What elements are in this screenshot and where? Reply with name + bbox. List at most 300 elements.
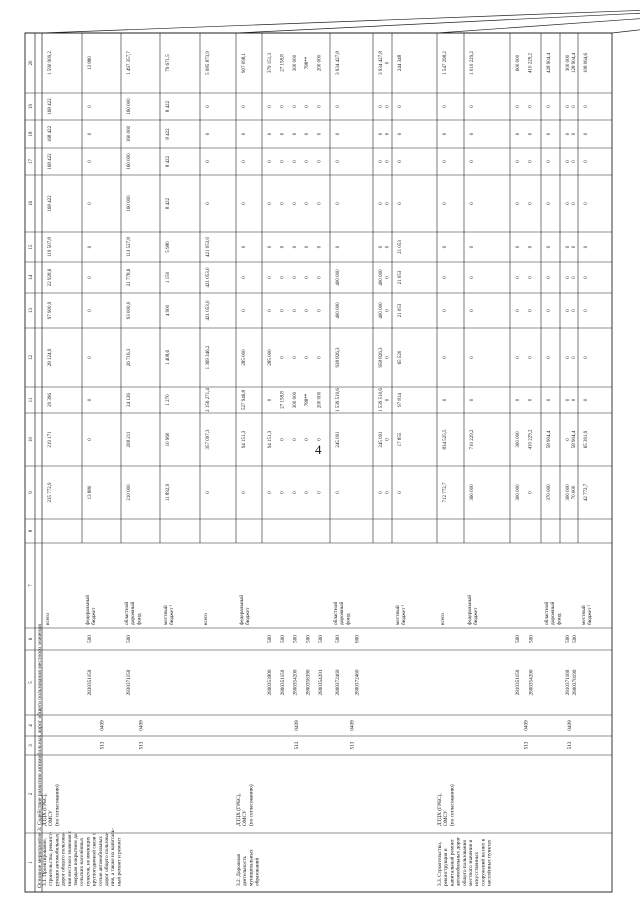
funding-source: федеральный	[467, 594, 473, 625]
budget-value: 0	[516, 160, 521, 163]
expense-type-code: 500	[318, 635, 325, 643]
funding-source: федеральный	[239, 594, 245, 625]
budget-value: 0	[528, 245, 534, 249]
column-number-label: 6	[29, 637, 34, 641]
budget-value: 0	[280, 160, 286, 163]
budget-value: 527 946,8	[242, 390, 247, 410]
budget-value: 0	[528, 105, 534, 108]
budget-value: 0	[317, 309, 323, 312]
budget-value: 24 126	[127, 393, 132, 407]
budget-value: 0	[305, 438, 311, 441]
budget-value: 0	[336, 491, 341, 494]
funding-source: дорожный	[339, 601, 346, 625]
budget-value: 0	[547, 356, 552, 359]
budget-value: 27 158,8	[280, 54, 286, 72]
activity-name-line: реконструкция и	[443, 848, 450, 886]
budget-value: 0	[305, 202, 311, 205]
executor-line: (по согласованию)	[54, 784, 61, 826]
budget-value: 0	[572, 132, 577, 136]
budget-value: 0	[470, 245, 475, 249]
activity-name-line: твердым покрытием до	[73, 833, 79, 886]
budget-value: 0	[305, 491, 311, 494]
target-article-code: 2800354201	[318, 669, 325, 696]
activity-name-line: ния, а также их капиталь-	[110, 828, 117, 886]
budget-value: 0	[280, 276, 286, 279]
budget-value: 0	[385, 245, 391, 249]
budget-value: 58 904,4	[572, 430, 577, 449]
budget-value: 0	[516, 309, 521, 312]
funding-source: всего	[45, 613, 51, 625]
budget-value: 0	[268, 491, 273, 494]
budget-value: 0	[206, 132, 211, 136]
budget-value: 160 000	[127, 153, 132, 170]
funding-source: фонд	[556, 613, 563, 625]
funding-source: местный	[581, 605, 587, 625]
expense-type-code: 500	[292, 635, 299, 643]
budget-value: 0	[528, 132, 534, 136]
table-rule	[236, 1, 640, 33]
budget-value: 0	[385, 105, 391, 108]
expense-type-code: 500	[87, 635, 93, 643]
budget-value: 0	[305, 105, 311, 108]
budget-value: 0	[528, 398, 534, 402]
activity-name-line: ния местного значения с	[66, 830, 73, 886]
budget-value: 0	[379, 202, 384, 205]
funding-source: местный	[163, 605, 169, 625]
grbs-code: 513	[294, 741, 300, 750]
funding-source: областной	[544, 601, 550, 625]
column-number-label: 18	[29, 131, 34, 137]
budget-value: 0	[242, 132, 247, 136]
executor-line: ДТДХ (ГРБС),	[42, 793, 48, 826]
budget-value: 0	[572, 160, 577, 163]
budget-value: 1 539 510,6	[379, 388, 384, 412]
budget-value: 0	[443, 160, 448, 163]
budget-value: 300 000	[566, 484, 571, 501]
funding-source: бюджет ¹	[401, 604, 408, 625]
budget-value: 710 229,2	[470, 429, 475, 450]
budget-value: 168 422	[48, 125, 53, 143]
column-number-label: 2	[29, 792, 34, 796]
section-title: Основное мероприятие 3: Содействие развитию автомобильных дорог общего пользования местного значения	[37, 624, 43, 888]
budget-value: 65 391,9	[584, 430, 589, 449]
budget-value: 0	[572, 356, 577, 359]
budget-value: 26 716,3	[127, 348, 132, 367]
budget-value: 210 000	[127, 484, 132, 501]
budget-value: 0	[206, 105, 211, 108]
column-number-label: 7	[29, 584, 34, 587]
budget-value: 0	[88, 202, 93, 205]
funding-source: всего	[203, 613, 209, 625]
budget-value: 0	[242, 202, 247, 205]
budget-value: 0	[566, 398, 571, 402]
budget-value: 0	[584, 276, 589, 279]
section-code: 0409	[523, 720, 530, 731]
expense-type-code: 500	[515, 635, 521, 643]
budget-value: 0	[547, 202, 552, 205]
budget-value: 0	[280, 438, 286, 441]
budget-value: 0	[268, 309, 273, 312]
column-number-label: 5	[29, 681, 34, 684]
budget-value: 0	[385, 132, 391, 136]
column-number-label: 20	[29, 60, 34, 66]
budget-value: 400 000	[379, 269, 384, 286]
budget-value: 834 525,5	[443, 429, 448, 450]
budget-value: 0	[572, 202, 577, 205]
executor-line: ОМСУ	[242, 810, 249, 826]
budget-value: 245 091	[336, 431, 341, 448]
activity-name-line: местного значения и	[468, 839, 474, 886]
budget-value: 0	[317, 160, 323, 163]
budget-value: 0	[292, 491, 298, 494]
budget-value: 0	[317, 132, 323, 136]
budget-value: 10 960	[166, 432, 171, 447]
activity-name-line: образований	[254, 857, 261, 886]
budget-value: 113 527,8	[127, 237, 132, 257]
activity-name-line: дорог общего пользова-	[60, 832, 67, 886]
budget-value: 208 211	[127, 431, 132, 448]
budget-value: 0	[385, 160, 391, 163]
budget-value: 5 085 873,9	[206, 51, 211, 75]
budget-value: 97 814	[398, 393, 403, 407]
budget-value: 0	[572, 398, 577, 402]
budget-value: 119 507,8	[48, 237, 53, 257]
activity-name-line: сооружений на них в	[480, 838, 487, 886]
budget-value: 300 000	[516, 431, 521, 448]
budget-value: 0	[88, 132, 93, 136]
budget-value: 0	[385, 202, 391, 205]
budget-value: 1 150	[166, 271, 171, 284]
target-article-code: 2800354200	[528, 669, 535, 696]
budget-value: 428 904,4	[547, 53, 552, 73]
activity-name-line: 3.2. Дорожная	[236, 854, 242, 886]
budget-value: 0	[547, 398, 552, 402]
budget-value: 0	[385, 356, 391, 359]
activity-name-line: муниципальных	[248, 849, 255, 886]
funding-source: областной	[333, 601, 339, 625]
budget-value: 0	[516, 202, 521, 205]
budget-value: 0	[566, 132, 571, 136]
column-number-label: 1	[29, 861, 34, 864]
budget-value: 0	[516, 105, 521, 108]
column-number-label: 14	[29, 275, 34, 280]
expense-type-code: 800	[354, 635, 361, 643]
budget-value: 108 064,6	[584, 53, 589, 73]
budget-value: 0	[443, 276, 448, 279]
budget-value: 21 053	[398, 270, 403, 285]
budget-value: 21 778,6	[127, 268, 132, 287]
budget-value: 938 826,3	[336, 347, 341, 368]
budget-value: 0	[443, 245, 448, 249]
budget-value: 0	[280, 491, 286, 494]
target-article-code: 2810351150	[515, 669, 521, 696]
budget-value: 0	[88, 105, 93, 108]
budget-value: 0	[292, 245, 298, 249]
budget-value: 0	[280, 105, 286, 108]
budget-value: 0	[305, 309, 311, 312]
budget-value: 0	[88, 356, 93, 359]
budget-value: 0	[317, 356, 323, 359]
column-number-label: 17	[29, 159, 34, 164]
budget-value: 8 422	[166, 155, 171, 168]
budget-value: 0	[88, 276, 93, 279]
grbs-code: 513	[138, 741, 145, 750]
budget-value: 0	[443, 398, 448, 402]
budget-value: 70 000	[572, 485, 577, 500]
grbs-code: 513	[99, 741, 106, 750]
budget-value: 0	[385, 438, 391, 441]
grbs-code: 513	[523, 741, 530, 750]
activity-name-line: искусственных	[474, 851, 481, 886]
budget-value: 421 053,0	[206, 267, 211, 288]
budget-value: 0	[305, 132, 311, 136]
expense-type-code: 500	[572, 635, 578, 643]
column-number-label: 19	[29, 104, 34, 109]
target-article-code: 2830351150	[87, 669, 93, 696]
funding-source: фонд	[345, 613, 352, 625]
funding-source: местный	[395, 605, 401, 625]
expense-type-code: 500	[565, 635, 571, 643]
budget-value: 1 547 298,2	[443, 51, 448, 75]
budget-value: 0	[566, 245, 571, 249]
budget-value: 0	[317, 245, 323, 249]
budget-value: 0	[528, 356, 534, 359]
budget-value: 0	[292, 276, 298, 279]
budget-value: 0	[584, 398, 589, 402]
budget-value: 0	[443, 356, 448, 359]
executor-line: ОМСУ	[48, 810, 55, 826]
executor-line: ОМСУ	[443, 810, 450, 826]
grbs-code: 513	[349, 741, 356, 750]
page-number: 4	[315, 442, 322, 457]
funding-source: областной	[124, 601, 130, 625]
funding-source: бюджет	[245, 607, 252, 625]
budget-value: 0	[516, 132, 521, 136]
budget-value: 8 422	[166, 100, 171, 113]
grbs-code: 513	[567, 741, 573, 750]
budget-value: 200 000	[317, 54, 323, 72]
budget-value: 0	[280, 356, 286, 359]
budget-value: 360 000	[470, 484, 475, 501]
target-article-code: 2810371160	[565, 669, 571, 696]
budget-value: 379 151,3	[268, 53, 273, 73]
budget-value: 0	[470, 356, 475, 359]
budget-value: 0	[566, 160, 571, 163]
executor-line: ДТДХ (ГРБС),	[236, 793, 242, 826]
budget-value: 0	[268, 160, 273, 163]
activity-name-line: капитальный ремонт	[449, 839, 456, 886]
budget-value: 0	[242, 160, 247, 163]
budget-value: 0	[379, 132, 384, 136]
budget-value: 0	[305, 356, 311, 359]
budget-value: 94 151,3	[268, 430, 273, 449]
budget-value: 410 229,2	[528, 53, 534, 73]
budget-value: 235 772,9	[48, 482, 53, 503]
budget-value: 13 880	[88, 485, 93, 500]
budget-value: 0	[547, 105, 552, 108]
budget-value: 0	[336, 105, 341, 108]
budget-value: 160 000	[127, 98, 132, 115]
budget-value: 0	[398, 105, 403, 108]
budget-value: 0	[584, 202, 589, 205]
budget-value: 788**	[305, 56, 311, 70]
budget-value: 168 422	[48, 98, 53, 115]
budget-value: 0	[292, 132, 298, 136]
budget-value: 357 097,3	[206, 429, 211, 450]
budget-value: 0	[398, 160, 403, 163]
section-code: 0409	[567, 720, 573, 731]
column-number-label: 10	[29, 437, 34, 442]
budget-value: 0	[280, 309, 286, 312]
budget-value: 0	[470, 202, 475, 205]
section-code: 0409	[138, 720, 145, 731]
budget-value: 600 000	[516, 54, 521, 72]
budget-value: 244 348	[398, 54, 403, 72]
budget-value: 0	[242, 276, 247, 279]
budget-value: 0	[385, 491, 391, 494]
budget-value: 300 000	[292, 391, 298, 409]
budget-value: 0	[280, 202, 286, 205]
budget-value: 0	[242, 491, 247, 494]
budget-value: 0	[305, 276, 311, 279]
budget-value: 79 671,5	[166, 54, 171, 72]
budget-value: 168 422	[48, 153, 53, 170]
budget-value: 0	[470, 132, 475, 136]
budget-value: 400 000	[336, 269, 341, 286]
budget-value: 400 000	[336, 302, 341, 319]
budget-value: 93 000,0	[127, 301, 132, 320]
activity-name-line: общего пользования	[461, 840, 468, 886]
budget-value: 0	[242, 105, 247, 108]
budget-value: 0	[547, 276, 552, 279]
activity-name-line: 3.1. Проектирование,	[42, 838, 48, 886]
activity-name-line: сетью автомобильных	[97, 836, 104, 886]
budget-value: 0	[547, 245, 552, 249]
budget-value: 0	[385, 309, 391, 312]
budget-value: 0	[242, 245, 247, 249]
budget-value: 0	[336, 132, 341, 136]
budget-value: 128 904,4	[572, 53, 577, 73]
funding-source: дорожный	[130, 601, 137, 625]
budget-value: 0	[516, 245, 521, 249]
column-number-label: 11	[29, 397, 34, 403]
budget-value: 0	[379, 491, 384, 494]
budget-value: 0	[572, 245, 577, 249]
budget-value: 0	[292, 105, 298, 108]
budget-value: 0	[528, 160, 534, 163]
executor-line: (по согласованию)	[449, 784, 456, 826]
budget-value: 0	[268, 398, 273, 402]
budget-value: 0	[268, 202, 273, 205]
budget-value: 0	[242, 309, 247, 312]
budget-value: 0	[516, 356, 521, 359]
budget-value: 0	[280, 132, 286, 136]
budget-value: 0	[268, 105, 273, 108]
target-article-code: 2800372460	[354, 669, 361, 696]
budget-value: 0	[292, 438, 298, 441]
budget-value: 0	[379, 245, 384, 249]
target-article-code: 2800370190	[572, 669, 578, 696]
expense-type-code: 500	[305, 635, 312, 643]
budget-value: 0	[317, 276, 323, 279]
budget-value: 3 934 427,8	[379, 51, 384, 75]
budget-value: 0	[470, 398, 475, 402]
budget-value: 8 422	[166, 128, 171, 140]
activity-name-line: круглогодичной связи с	[91, 832, 98, 886]
funding-source: бюджет	[91, 607, 98, 625]
budget-value: 29 396	[48, 393, 53, 407]
budget-value: 8 422	[166, 197, 171, 210]
section-code: 0409	[294, 720, 300, 731]
budget-value: 300 000	[292, 54, 298, 72]
budget-value: 0	[572, 309, 577, 312]
budget-value: 0	[566, 309, 571, 312]
column-number-label: 8	[29, 529, 34, 533]
budget-value: 0	[547, 160, 552, 163]
budget-value: 160 000	[127, 125, 132, 143]
budget-value: 0	[88, 398, 93, 402]
budget-value: 0	[443, 309, 448, 312]
section-code: 0409	[99, 720, 106, 731]
budget-value: 0	[336, 160, 341, 163]
expense-type-code: 500	[279, 635, 286, 643]
budget-value: 958 826,3	[379, 347, 384, 368]
budget-value: 0	[566, 438, 571, 441]
budget-value: 788**	[305, 393, 311, 407]
budget-value: 0	[317, 491, 323, 494]
budget-value: 0	[470, 276, 475, 279]
budget-value: 0	[88, 160, 93, 163]
column-number-label: 15	[29, 244, 34, 250]
budget-value: 0	[385, 61, 391, 65]
budget-value: 0	[305, 160, 311, 163]
budget-value: 0	[566, 356, 571, 359]
activity-name-line: деятельность	[242, 856, 249, 886]
budget-value: 0	[398, 491, 403, 494]
budget-value: 27 158,8	[280, 391, 286, 409]
target-article-code: 2800354200	[292, 669, 299, 696]
budget-value: 421 053,0	[206, 300, 211, 321]
budget-value: 0	[443, 105, 448, 108]
budget-value: 28 124,9	[48, 348, 53, 367]
budget-value: 1 539 510,6	[336, 388, 341, 412]
budget-value: 0	[470, 160, 475, 163]
budget-value: 22 928,6	[48, 268, 53, 287]
budget-value: 65 520	[398, 350, 403, 365]
budget-value: 0	[268, 276, 273, 279]
budget-value: 97 900,9	[48, 301, 53, 320]
budget-value: 0	[443, 202, 448, 205]
budget-value: 285 000	[242, 349, 247, 366]
budget-value: 3 934 427,8	[336, 51, 341, 75]
budget-value: 300 000	[516, 484, 521, 501]
activity-name-line: сельских населённых	[79, 837, 86, 886]
budget-value: 219 171	[48, 431, 53, 448]
budget-value: 0	[398, 132, 403, 136]
activity-name-line: дорог общего пользова-	[104, 832, 110, 886]
budget-value: 0	[268, 132, 273, 136]
budget-value: 0	[584, 132, 589, 136]
budget-value: 0	[206, 160, 211, 163]
target-article-code: 2800353900	[267, 669, 273, 696]
funding-source: федеральный	[85, 594, 91, 625]
budget-value: 0	[584, 356, 589, 359]
target-article-code: 2800358390	[305, 669, 312, 696]
budget-value: 0	[292, 160, 298, 163]
budget-value: 1 497 357,7	[127, 51, 132, 75]
activity-name-line: ный ремонт и ремонт	[116, 837, 123, 886]
budget-value: 42 772,7	[584, 483, 589, 502]
